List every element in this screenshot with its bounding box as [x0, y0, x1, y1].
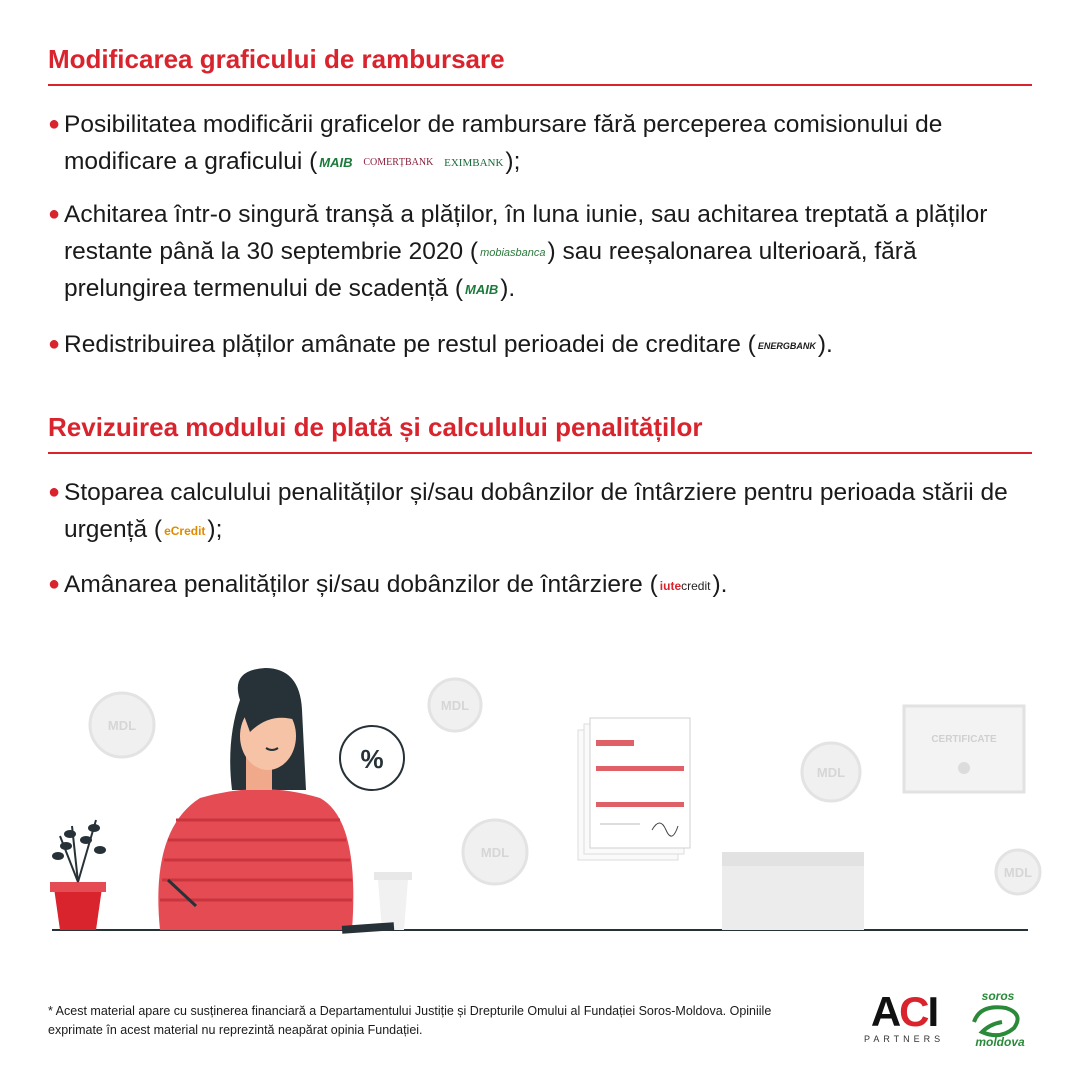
footnote-text: Acest material apare cu susținerea financiară a Departamentului Justiție și Drepturile Omului al Fundației Soros-Moldova. Opiniile exprimate în acest material nu reprezintă neapărat opinia Fundației. [48, 1004, 772, 1037]
comertbank-logo: COMERȚBANK [363, 156, 434, 168]
coin-label: MDL [816, 765, 846, 780]
certificate-frame [904, 706, 1024, 792]
footnote [48, 1002, 808, 1040]
list-item [48, 474, 1038, 548]
iutecredit-logo-b: credit [681, 578, 711, 593]
bullet-dot: ● [48, 333, 61, 355]
bullet-dot: ● [48, 203, 61, 225]
bullet-text: Redistribuirea plăților amânate pe restul perioadei de creditare ( [64, 331, 756, 358]
maib-logo: MAIB [465, 281, 499, 297]
soros-moldova-logo [960, 988, 1032, 1048]
bullet-dot: ● [48, 573, 61, 595]
iutecredit-logo [660, 580, 711, 592]
bullet-text-end: ); [207, 516, 223, 543]
bullet-text-mid: ) sau reeșalonarea ulterioară, fără prelungirea termenului de scadență ( [64, 238, 917, 302]
woman-desk-illustration [0, 640, 1080, 940]
bullet-text: Posibilitatea modificării graficelor de rambursare fără perceperea comisionului de modificare a graficului ( [64, 111, 943, 175]
list-item [48, 566, 1038, 603]
bullet-text: Stoparea calculului penalităților și/sau dobânzilor de întârziere pentru perioada stării de urgență ( [64, 479, 1008, 543]
soros-top: soros [981, 989, 1015, 1003]
bullet-dot: ● [48, 481, 61, 503]
maib-logo: MAIB [319, 154, 353, 170]
energbank-logo: ENERGBANK [757, 340, 816, 351]
section-title-penalties: Revizuirea modului de plată și calculului penalităților [48, 412, 703, 442]
coin-label: MDL [1003, 865, 1033, 880]
percent-icon: % [360, 744, 384, 774]
soros-bottom: moldova [975, 1035, 1025, 1048]
aci-sub: PARTNERS [864, 1034, 945, 1044]
plant-icon [50, 820, 106, 930]
list-item [48, 196, 1038, 307]
bullet-dot: ● [48, 113, 61, 135]
bullet-text: Amânarea penalităților și/sau dobânzilor de întârziere ( [64, 571, 658, 598]
woman-figure [158, 668, 394, 934]
bullet-text: Achitarea într-o singură tranșă a plăților, în luna iunie, sau achitarea treptată a plăților restante până la 30 septembrie 2020 ( [64, 201, 988, 265]
storage-box [722, 862, 864, 930]
aci-mark-i: I [927, 988, 938, 1035]
certificate-label: CERTIFICATE [931, 734, 997, 745]
mobiasbanca-logo: mobiasbanca [480, 246, 546, 259]
footnote-star: * [48, 1004, 53, 1018]
bullet-text-end: ); [505, 148, 521, 175]
documents-stack [578, 718, 690, 860]
section-divider [48, 452, 1032, 454]
aci-partners-logo [864, 990, 944, 1044]
bullet-text-end: ). [500, 275, 516, 302]
coin-label: MDL [440, 698, 470, 713]
list-item [48, 326, 1038, 363]
list-item [48, 106, 1038, 180]
aci-mark-c: C [899, 988, 928, 1035]
section-divider [48, 84, 1032, 86]
section-title-repayment: Modificarea graficului de rambursare [48, 44, 505, 74]
bullet-text-end: ). [712, 571, 728, 598]
ecredit-logo: eCredit [164, 523, 206, 538]
coin-label: MDL [107, 718, 137, 733]
iutecredit-logo-a: iute [659, 578, 682, 593]
bullet-text-end: ). [817, 331, 833, 358]
aci-mark-a: A [870, 988, 900, 1035]
eximbank-logo: EXIMBANK [444, 156, 504, 169]
coin-label: MDL [480, 845, 510, 860]
coffee-cup-icon [374, 872, 412, 930]
